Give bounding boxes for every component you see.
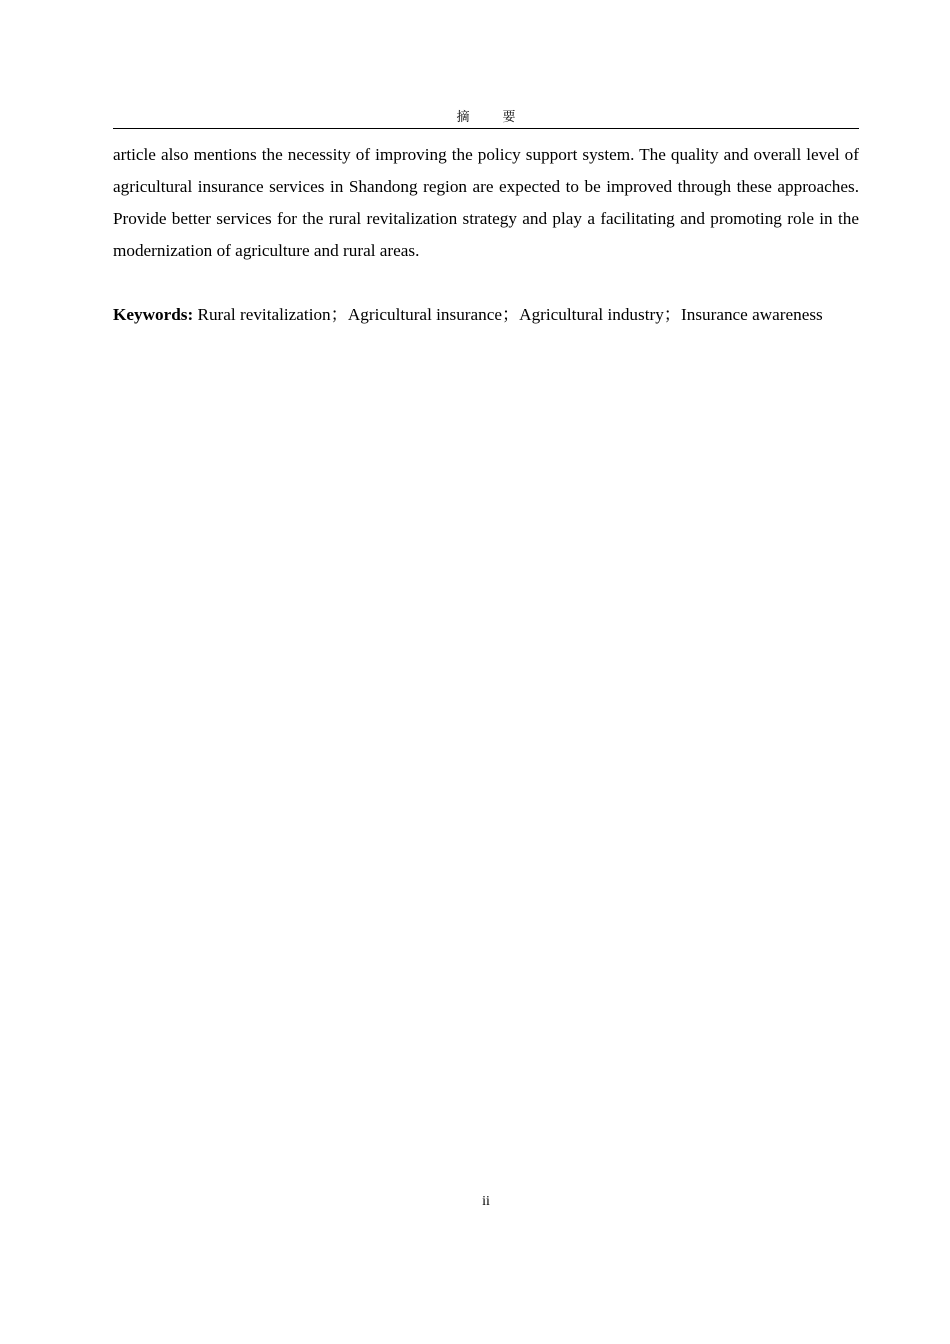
keywords-line <box>113 299 893 331</box>
header-rule <box>113 128 859 129</box>
page-number: ii <box>482 1194 490 1209</box>
abstract-paragraph: article also mentions the necessity of improving the policy support system. The quality and overall level of agricultural insurance services in Shandong region are expected to be improved through these approaches. Provide better services for the rural revitalization strategy and play a facilitating and promoting role in the modernization of agriculture and rural areas. <box>113 145 859 260</box>
keywords-label: Keywords: <box>113 305 194 324</box>
keywords-list: Rural revitalization；Agricultural insurance；Agricultural industry；Insurance awareness <box>193 305 823 324</box>
running-header: 摘 要 <box>456 109 526 124</box>
